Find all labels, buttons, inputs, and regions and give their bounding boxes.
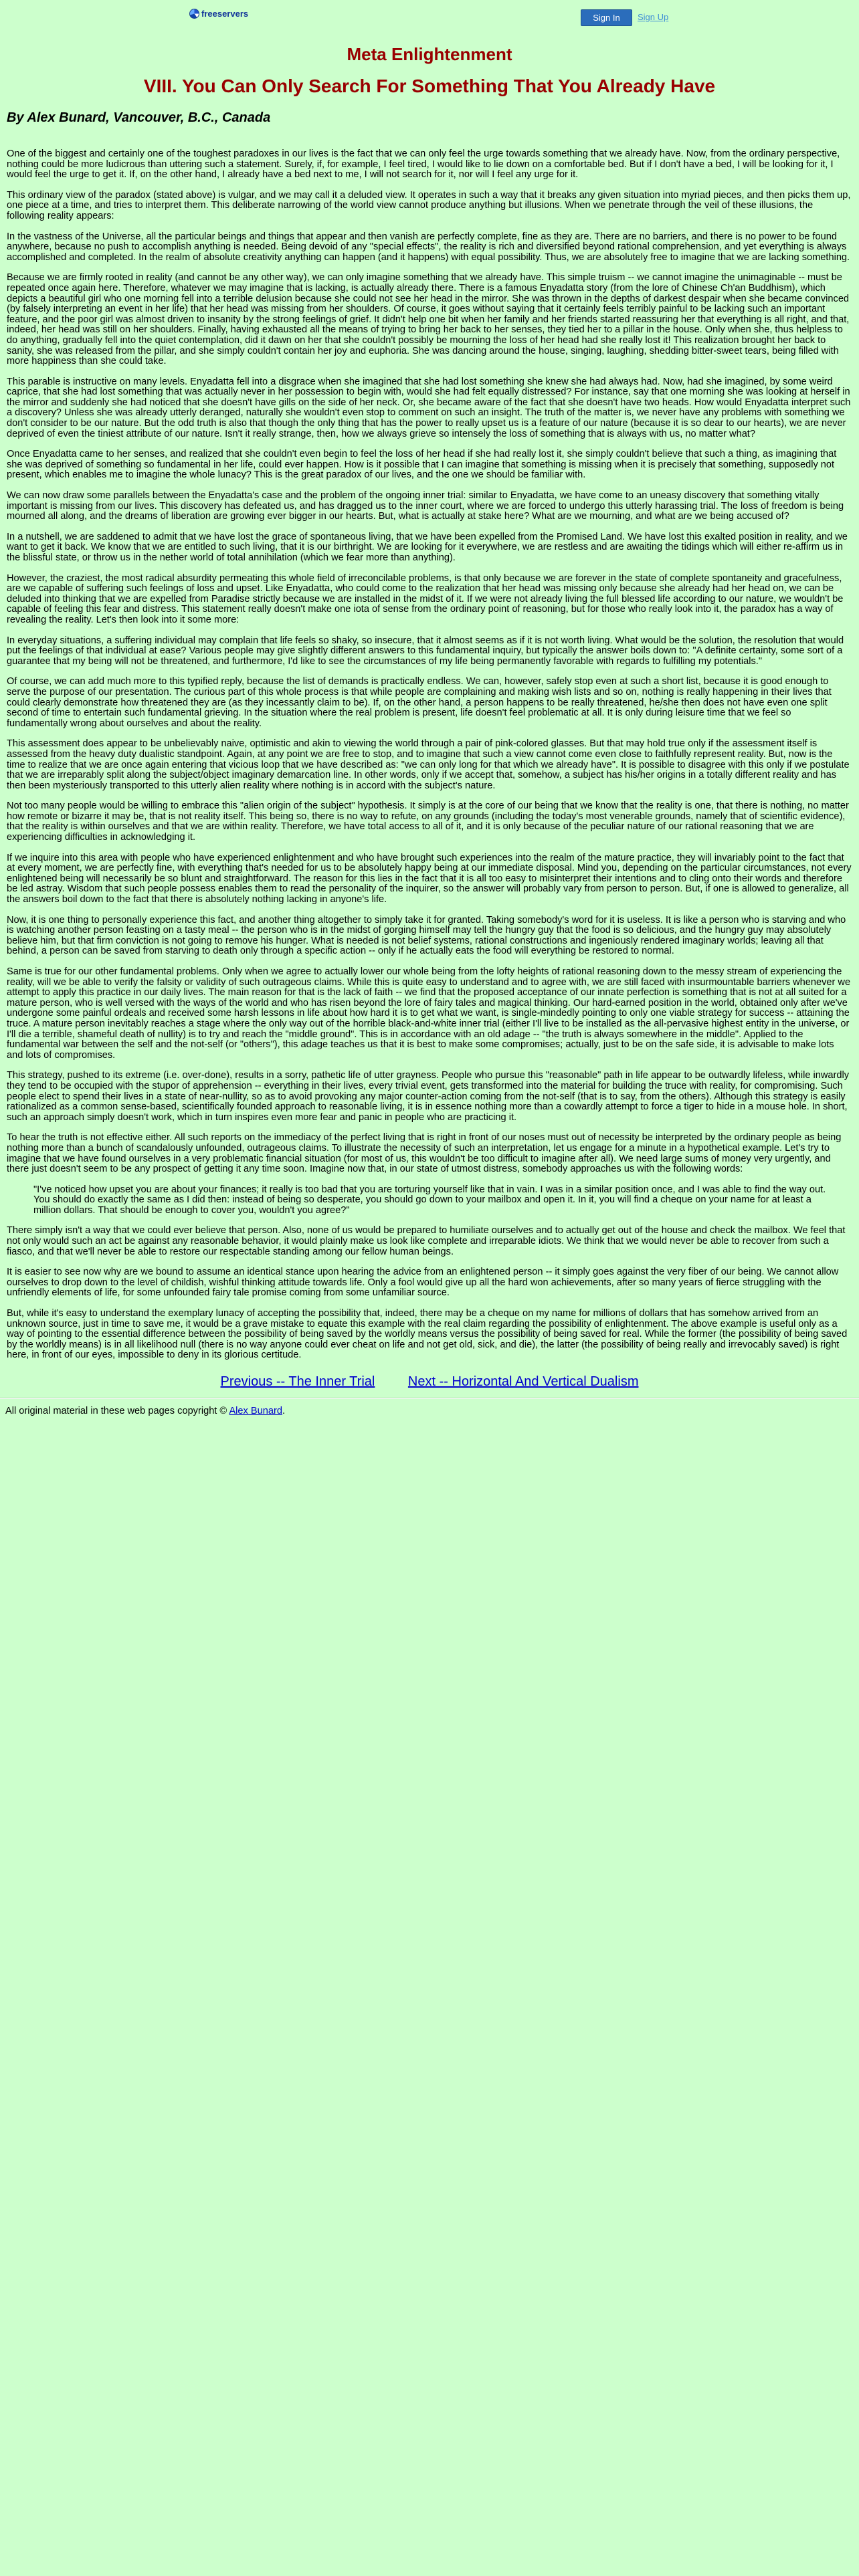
paragraph: There simply isn't a way that we could ever believe that person. Also, none of us would be prepared to humiliate ourselves and to actually get out of the house and check the mailbox. We feel that not only would such an act be against any reasonable behavior, it would plainly make us look like complete and irreparable idiots. We think that we would never be able to recover from such a fiasco, and that we'll never be able to restore our respectable standing among our fellow human beings. xyxy=(7,1225,846,1257)
paragraph: However, the craziest, the most radical absurdity permeating this whole field of irreconcilable problems, is that only because we are forever in the state of complete spontaneity and gracefulness, are we capable of suffering such feelings of loss and upset. Like Enyadatta, who could come to the realization that her head was missing only because she already had her head on, we can be deluded into thinking that we are expelled from Paradise strictly because we are installed in the midst of it. If we were not already living the full blessed life according to our nature, we wouldn't be capable of feeling this fear and distress. This statement really doesn't make one iota of sense from the ordinary point of reasoning, but for those who really look into it, the paradox has a way of revealing the reality. Let's then look into it some more: xyxy=(7,572,844,625)
byline: By Alex Bunard, Vancouver, B.C., Canada xyxy=(7,110,271,125)
paragraph: This ordinary view of the paradox (stated above) is vulgar, and we may call it a deluded view. It operates in such a way that it breaks any given situation into myriad pieces, and then picks them up, one piece at a time, and tries to interpret them. This deliberate narrowing of the world view cannot produce anything but illusions. When we penetrate through the veil of these illusions, the following reality appears: xyxy=(7,189,851,221)
paragraph: In a nutshell, we are saddened to admit that we have lost the grace of spontaneous living, that we have been expelled from the Promised Land. We have lost this exalted position in reality, and we want to get it back. We know that we are entitled to such living, that it is our birthright. We are looking for it everywhere, we are restless and are awaiting the tidings which will either re-affirm us in the blissful state, or throw us in the nether world of total annihilation (which we fear more than anything). xyxy=(7,531,848,563)
site-title: Meta Enlightenment xyxy=(347,44,512,64)
article-body xyxy=(7,149,852,1361)
paragraph: Now, it is one thing to personally experience this fact, and another thing altogether to simply take it for granted. Taking somebody's word for it is useless. It is like a person who is starving and who is watching another person feasting on a tasty meal -- the person who is in the midst of gorging himself may tell the hungry guy that the food is so delicious, and the hungry guy may absolutely believe him, but that firm conviction is not going to remove his hunger. What is needed is not belief systems, rational constructions and ingeniously rendered imaginary worlds; leaving all that behind, a person can be saved from starving to death only through a specific action -- only if he actually eats the food will everything be restored to normal. xyxy=(7,914,846,957)
paragraph: Same is true for our other fundamental problems. Only when we agree to actually lower our whole being from the lofty heights of rational reasoning down to the messy stream of experiencing the reality, will we be able to verify the falsity or validity of such outrageous claims. While this is quite easy to understand and to agree with, we are still faced with insurmountable barriers whenever we attempt to apply this practice in our daily lives. The main reason for that is the lack of faith -- we find that the proposed acceptance of our innate perfection is something that is not at all suited for a mature person, who is well versed with the ways of the world and who has risen beyond the lore of fairy tales and magical thinking. Our hard-earned position in the world, obtained only after we've undergone some painful ordeals and received some harsh lessons in life about how hard it is to get what we want, is single-mindedly pointing to only one viable strategy for success -- attaining the truce. A mature person inevitably reaches a stage where the only way out of the horrible black-and-white inner trial (either I'll live to be installed as the all-pervasive highest entity in the universe, or I'll die a terrible, shameful death of nullity) is to try and reach the "middle ground". This is in accordance with an old adage -- "the truth is always somewhere in the middle". Applied to the fundamental war between the self and the not-self (or "others"), this adage teaches us that it is best to make some compromises; actually, just to be on the safe side, it is advisable to make lots and lots of compromises. xyxy=(7,966,851,1061)
paragraph: This assessment does appear to be unbelievably naive, optimistic and akin to viewing the world through a pair of pink-colored glasses. But that may hold true only if the assessment itself is assessed from the heavy duty dualistic standpoint. Again, at any point we are free to stop, and to imagine that such a view cannot come even close to faithfully represent reality. But, now is the time to realize that we are once again entering that vicious loop that we have described as: "we can only long for that which we already have". It is possible to disagree with this only if we postulate that we are irreparably split along the subject/object imaginary demarcation line. In other words, only if we accept that, somehow, a subject has his/her origins in a totally different reality and has then been mysteriously transported to this utterly alien reality where nothing is in accord with the subject's nature. xyxy=(7,738,850,791)
copyright-period: . xyxy=(282,1406,286,1416)
paragraph: We can now draw some parallels between the Enyadatta's case and the problem of the ongoing inner trial: similar to Enyadatta, we have come to an uneasy discovery that something vitally important is missing from our lives. This discovery has defeated us, and has dragged us to the inner court, where we are forced to undergo this utterly harassing trial. The loss of freedom is being mourned all along, and the dreams of liberation are growing ever bigger in our hearts. But, what is actually at stake here? What are we mourning, and what are we being accused of? xyxy=(7,490,844,522)
paragraph: This parable is instructive on many levels. Enyadatta fell into a disgrace when she imagined that she had lost something she knew she had always had. Now, had she imagined, by some weird caprice, that she had lost something that was actually never in her possession to begin with, would she had felt equally distressed? For instance, say that one morning she was looking at herself in the mirror and suddenly she had noticed that she doesn't have gills on the side of her neck. Or, she became aware of the fact that she doesn't have two heads. How would Enyadatta interpret such a discovery? Unless she was already utterly deranged, naturally she wouldn't even stop to comment on such an insight. The truth of the matter is, we never have any problems with something we don't consider to be our nature. But the odd truth is also that though the only thing that has the power to really upset us is a feature of our nature (because it is so dear to our hearts), we are never deprived of even the tiniest attribute of our nature. Isn't it really strange, then, how we always grieve so intensely the loss of something that is always with us, no matter what? xyxy=(7,376,851,439)
paragraph: It is easier to see now why are we bound to assume an identical stance upon hearing the advice from an enlightened person -- it simply goes against the very fiber of our being. We cannot allow ourselves to drop down to the level of childish, wishful thinking attitude towards life. Only a fool would give up all the hard won achievements, after so many years of fierce struggling with the unfriendly elements of life, for some unfounded fairy tale promise coming from some unfamiliar source. xyxy=(7,1267,839,1299)
paragraph: Once Enyadatta came to her senses, and realized that she couldn't even begin to feel the loss of her head if she had really lost it, she simply couldn't believe that such a thing, as imagining that she was deprived of something so fundamental in her life, could ever happen. How is it possible that I can imagine that something is missing when it is precisely that something, supposedly not present, which enables me to imagine the whole lunacy? This is the great paradox of our lives, and the one we should be familiar with. xyxy=(7,449,837,481)
paragraph: Because we are firmly rooted in reality (and cannot be any other way), we can only imagine something that we already have. This simple truism -- we cannot imagine the unimaginable -- must be repeated once again here. Therefore, whatever we may imagine that is lacking, is actually already there. There is a famous Enyadatta story (from the lore of Chinese Ch'an Buddhism), which depicts a beautiful girl who one morning fell into a terrible delusion because she could not see her head in the mirror. She was thrown in the depths of darkest despair when she became convinced (by falsely interpreting an event in her life) that her head was missing from her shoulders. Of course, it goes without saying that it certainly feels terribly painful to be lacking such an important feature, and the poor girl was almost driven to insanity by the strong feelings of grief. It didn't help one bit when her family and her friends started reassuring her that everything is all right, and that, indeed, her head was still on her shoulders. Finally, having exhausted all the means of trying to bring her back to her senses, they tied her to a pillar in the house. Only when she, thus helpless to do anything, gradually fell into the quiet contemplation, did it dawn on her that she couldn't possibly be mourning the loss of her head had she really lost it! This realization brought her back to sanity, she was released from the pillar, and she simply couldn't contain her joy and euphoria. She was dancing around the house, singing, laughing, shedding bitter-sweet tears, being filled with more happiness than she could take. xyxy=(7,272,850,367)
freeservers-logo[interactable] xyxy=(189,9,248,19)
chapter-navigation xyxy=(0,1374,859,1390)
paragraph: This strategy, pushed to its extreme (i.e. over-done), results in a sorry, pathetic life of utter grayness. People who pursue this "reasonable" path in life appear to be outwardly lifeless, while inwardly they tend to be occupied with the stupor of apprehension -- everything in their lives, every trivial event, gets transformed into the material for building the truce with reality, for compromising. Such people elect to spend their lives in a state of near-nullity, so as to avoid provoking any major counter-action coming from the not-self (that is to say, from the others). Although this strategy is easily rationalized as a common sense-based, scientifically founded approach to reasonable living, it is in essence nothing more than a cowardly attempt to force a tiger to hide in a mouse hole. In short, such an approach simply doesn't work, which in turn inspires even more fear and panic in people who are practicing it. xyxy=(7,1070,850,1123)
next-chapter-link[interactable]: Next -- Horizontal And Vertical Dualism xyxy=(407,1374,639,1389)
sign-up-link[interactable]: Sign Up xyxy=(638,12,669,22)
previous-chapter-link[interactable]: Previous -- The Inner Trial xyxy=(220,1374,375,1389)
paragraph: Not too many people would be willing to embrace this "alien origin of the subject" hypothesis. It simply is at the core of our being that we know that the reality is one, that there is nothing, no matter how remote or bizarre it may be, that is not reality itself. This being so, there is no way to refute, on any grounds (including the today's most venerable grounds, namely that of scientific evidence), that the reality is within ourselves and that we are within reality. Therefore, we have total access to all of it, and it is only because of the peculiar nature of our rational reasoning that we are experiencing difficulties in acknowledging it. xyxy=(7,800,849,843)
logo-text: freeservers xyxy=(201,9,249,19)
paragraph: One of the biggest and certainly one of the toughest paradoxes in our lives is the fact that we can only feel the urge towards something that we already have. Now, from the ordinary perspective, nothing could be more ludicrous than uttering such a statement. Surely, if, for example, I feel tired, I would like to lie down on a comfortable bed. But if I don't have a bed, I will be looking for it, I would feel the urge to get it. If, on the other hand, I already have a bed next to me, I will not search for it, nor will I feel any urge for it. xyxy=(7,148,840,181)
paragraph: Of course, we can add much more to this typified reply, because the list of demands is practically endless. We can, however, safely stop even at such a short list, because it is good enough to serve the purpose of our presentation. The curious part of this whole process is that while people are complaining and making wish lists and so on, nothing is really happening in their lives that could clearly demonstrate how threatened they are (as they incessantly claim to be). If, on the other hand, a person happens to be really threatened, he/she then does not have even one split second of time to entertain such fundamental grieving. In the situation where the real problem is present, life doesn't feel problematic at all. It is only during leisure time that we feel so fundamentally wrong about ourselves and about the reality. xyxy=(7,676,832,729)
hosting-bar xyxy=(0,0,859,31)
author-link[interactable]: Alex Bunard xyxy=(229,1406,282,1416)
sign-in-button[interactable]: Sign In xyxy=(581,9,632,26)
copyright-text: All original material in these web pages copyright © xyxy=(5,1406,227,1416)
paragraph: If we inquire into this area with people who have experienced enlightenment and who have brought such experiences into the realm of the mature practice, they will invariably point to the fact that at every moment, we are perfectly fine, with everything that's needed for us to be absolutely happy being at our immediate disposal. Mind you, depending on the particular circumstances, not every enlightened being will necessarily be so blunt and straightforward. The reason for this lies in the fact that it is all too easy to misinterpret their intentions and to cling onto their words and therefore be led astray. Wisdom that such people possess enables them to read the personality of the inquirer, so the answer will probably vary from person to person. But, if one is allowed to generalize, all the answers boil down to the fact that there is absolutely nothing lacking in anyone's life. xyxy=(7,852,852,905)
copyright-notice xyxy=(5,1406,859,1416)
footer-divider xyxy=(0,1398,859,1399)
freeservers-globe-icon xyxy=(189,9,199,19)
paragraph: In everyday situations, a suffering individual may complain that life feels so shaky, so insecure, that it almost seems as if it is not worth living. What would be the solution, the resolution that would put the feelings of that individual at ease? Various people may give slightly different answers to this fundamental inquiry, but typically the answer boils down to: "A definite certainty, some sort of a guarantee that my being will not be threatened, and furthermore, I'd like to see the circumstances of my life being permanently favorable with regards to fulfilling my potentials." xyxy=(7,635,844,667)
quoted-speech: "I've noticed how upset you are about your finances; it really is too bad that you are torturing yourself like that in vain. I was in a similar position once, and I was able to find the way out. You should do exactly the same as I did then: instead of being so desperate, you should go down to your mailbox and open it. In it, you will find a cheque on your name for at least a million dollars. That should be enough to cover you, wouldn't you agree?" xyxy=(33,1184,826,1216)
paragraph: But, while it's easy to understand the exemplary lunacy of accepting the possibility that, indeed, there may be a cheque on my name for millions of dollars that has somehow arrived from an unknown source, just in time to save me, it would be a grave mistake to equate this example with the real claim regarding the possibility of enlightenment. The above example is useful only as a way of pointing to the essential difference between the possibility of being saved by the worldly means versus the possibility of being saved for real. While the former (the possibility of being saved by the worldly means) is in all likelihood null (there is no way anyone could ever cheat on life and not get old, sick, and die), the latter (the possibility of being really and irrevocably saved) is right here, in front of our eyes, impossible to deny in its glorious certitude. xyxy=(7,1308,848,1361)
paragraph: In the vastness of the Universe, all the particular beings and things that appear and then vanish are perfectly complete, fine as they are. There are no barriers, and there is no power to be found anywhere, because no push to accomplish anything is needed. Being devoid of any "special effects", the reality is rich and diversified beyond rational comprehension, and yet everything is always accomplished and completed. In the realm of absolute creativity anything can happen (and it happens) with equal possibility. Thus, we are absolutely free to imagine that we are lacking something. xyxy=(7,231,850,263)
paragraph: To hear the truth is not effective either. All such reports on the immediacy of the perfect living that is right in front of our noses must out of necessity be interpreted by the ordinary people as being nothing more than a bunch of scandalously unfounded, outrageous claims. To illustrate the necessity of such an interpretation, let us engage for a minute in a hypothetical example. Let's try to imagine that we have found ourselves in a very problematic financial situation (for most of us, this wouldn't be too difficult to imagine after all). We need large sums of money very urgently, and there just doesn't seem to be any prospect of getting it any time soon. Imagine now that, in our state of utmost distress, somebody approaches us with the following words: xyxy=(7,1132,842,1175)
chapter-title: VIII. You Can Only Search For Something That You Already Have xyxy=(143,76,716,96)
